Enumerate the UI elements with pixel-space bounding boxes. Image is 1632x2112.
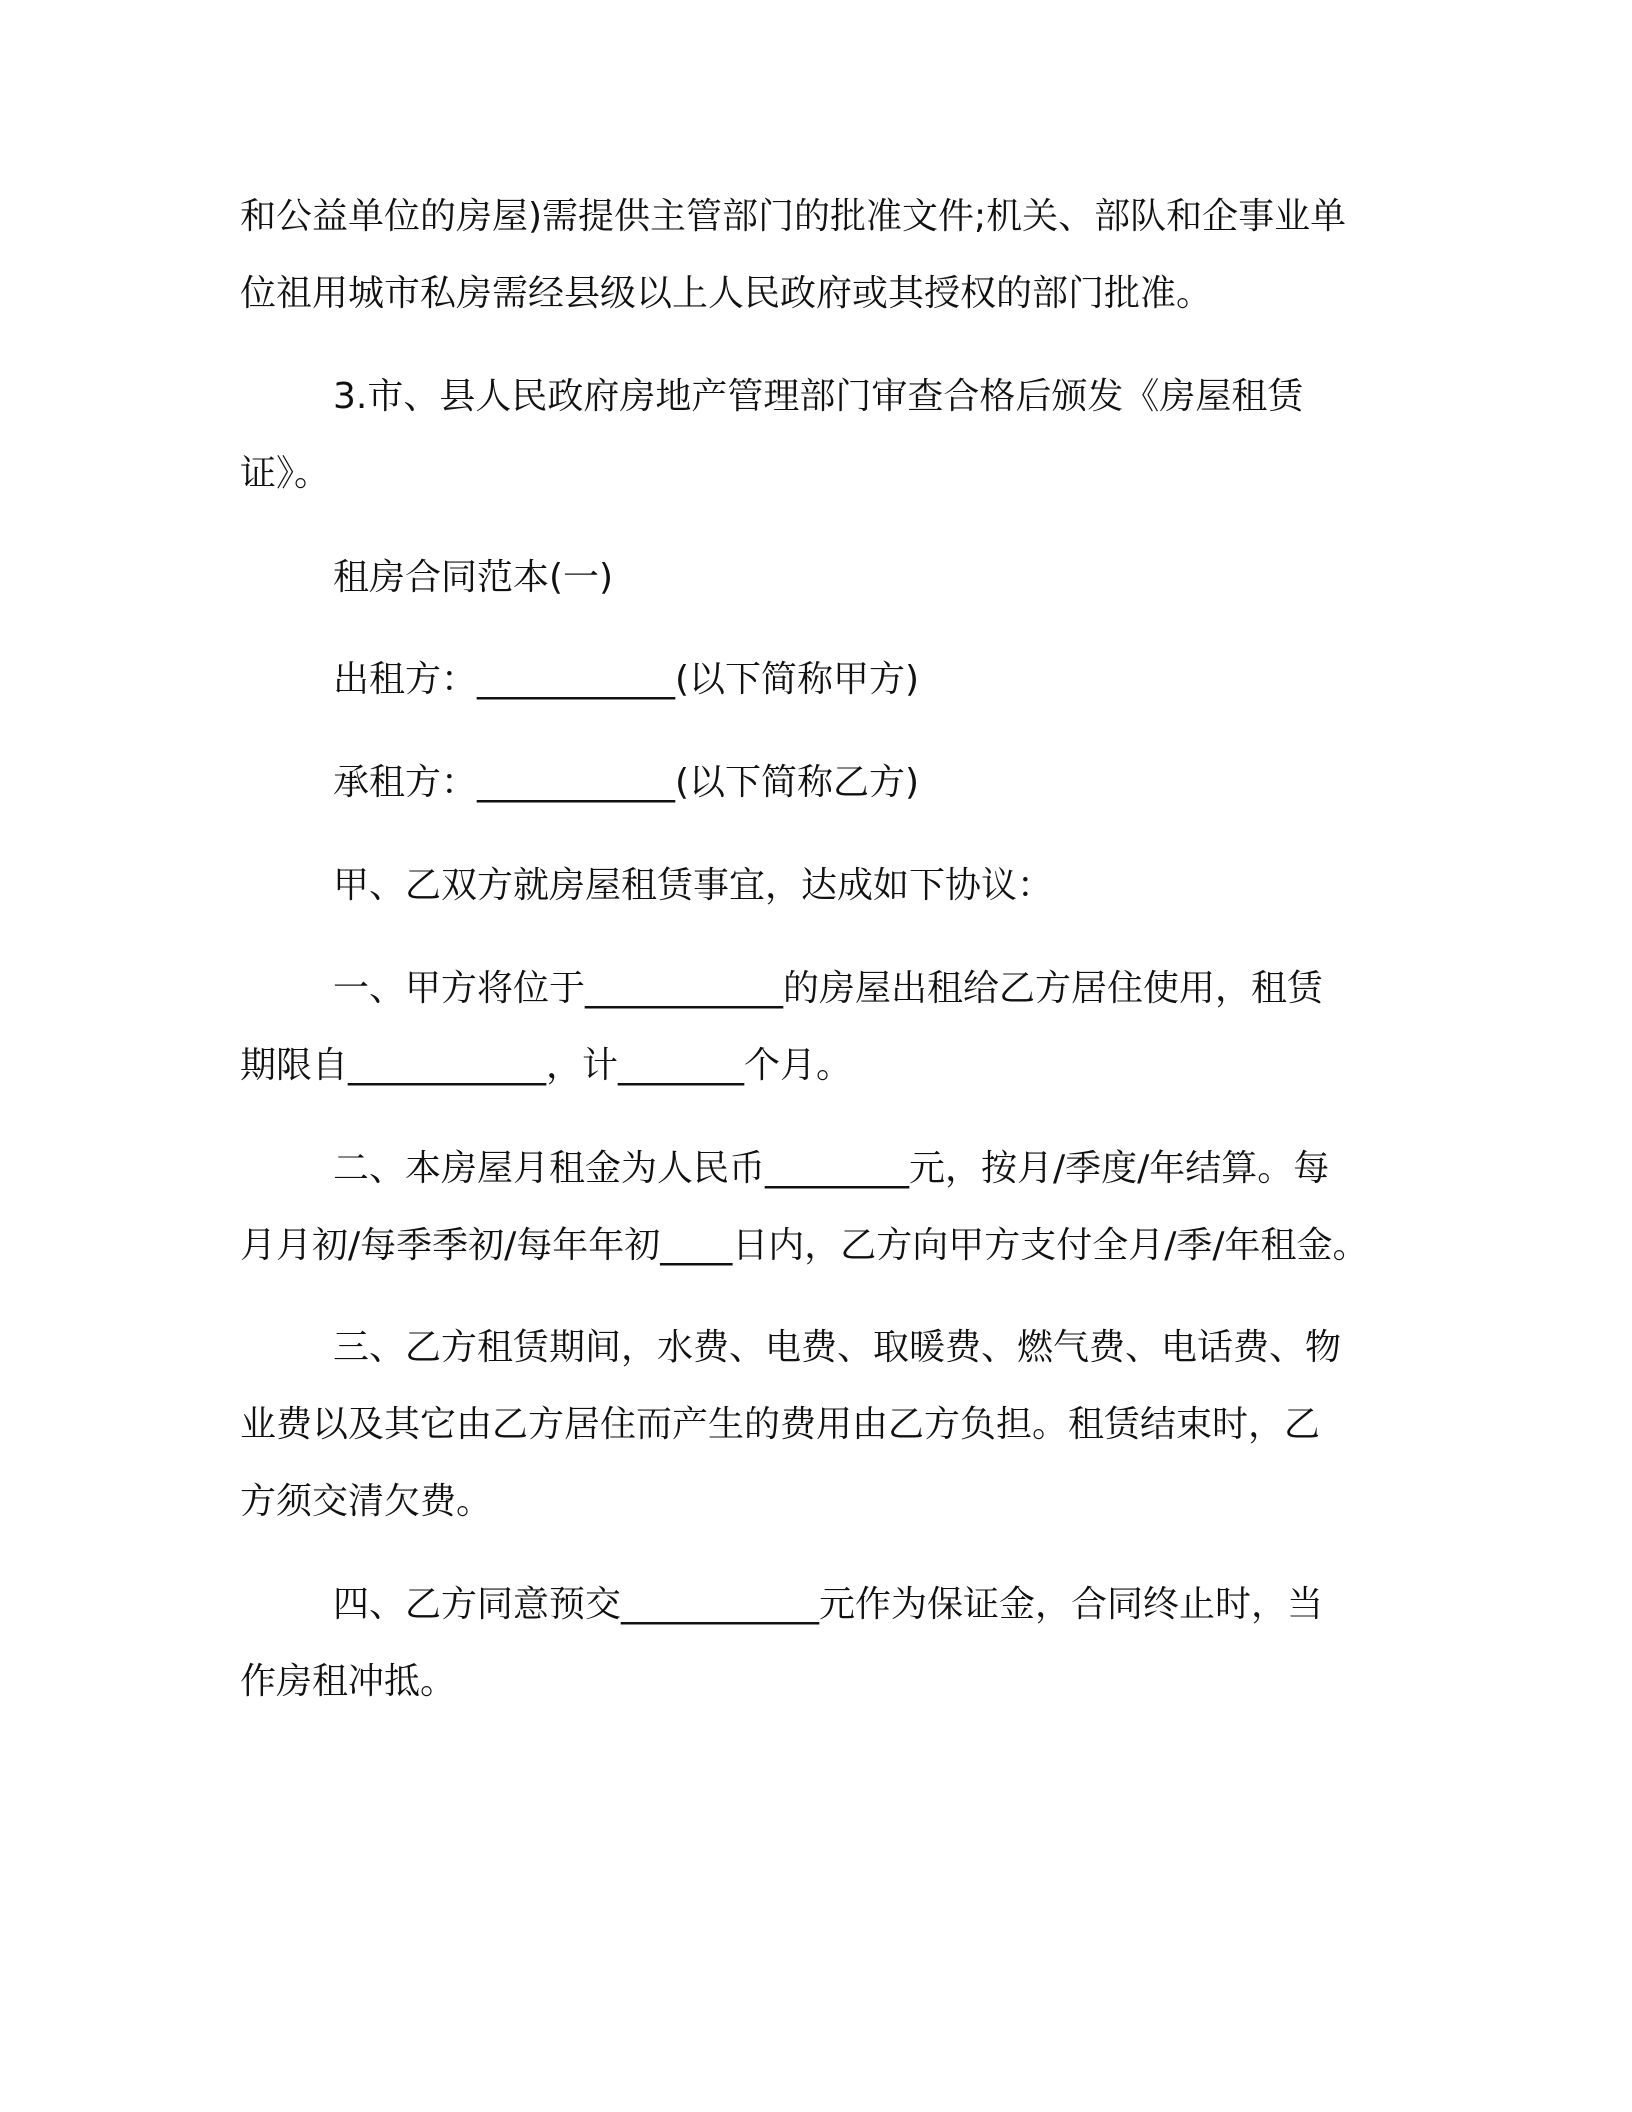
clause-3-line: 业费以及其它由乙方居住而产生的费用由乙方负担。租赁结束时，乙: [240, 1404, 1321, 1445]
clause-3-line: 三、乙方租赁期间，水费、电费、取暖费、燃气费、电话费、物: [333, 1327, 1342, 1368]
clause-4-line: 作房租冲抵。: [240, 1661, 457, 1702]
clause-2-line: 二、本房屋月租金为人民币________元，按月/季度/年结算。每: [333, 1148, 1330, 1189]
text-line: 证》。: [240, 453, 331, 494]
text-line: 3.市、县人民政府房地产管理部门审查合格后颁发《房屋租赁: [333, 376, 1304, 417]
section-title: 租房合同范本(一): [333, 557, 614, 598]
text-line: 和公益单位的房屋)需提供主管部门的批准文件;机关、部队和企事业单: [240, 196, 1347, 237]
clause-2-line: 月月初/每季季初/每年年初____日内，乙方向甲方支付全月/季/年租金。: [240, 1225, 1369, 1266]
lessee-line: 承租方：___________(以下简称乙方): [333, 762, 920, 803]
clause-4-line: 四、乙方同意预交___________元作为保证金，合同终止时，当: [333, 1584, 1324, 1625]
text-line: 位祖用城市私房需经县级以上人民政府或其授权的部门批准。: [240, 273, 1213, 314]
clause-1-line: 一、甲方将位于___________的房屋出租给乙方居住使用，租赁: [333, 968, 1324, 1009]
clause-1-line: 期限自___________，计_______个月。: [240, 1045, 853, 1086]
clause-3-line: 方须交清欠费。: [240, 1481, 493, 1522]
lessor-line: 出租方：___________(以下简称甲方): [333, 659, 920, 700]
text-line: 甲、乙双方就房屋租赁事宜，达成如下协议：: [333, 865, 1054, 906]
